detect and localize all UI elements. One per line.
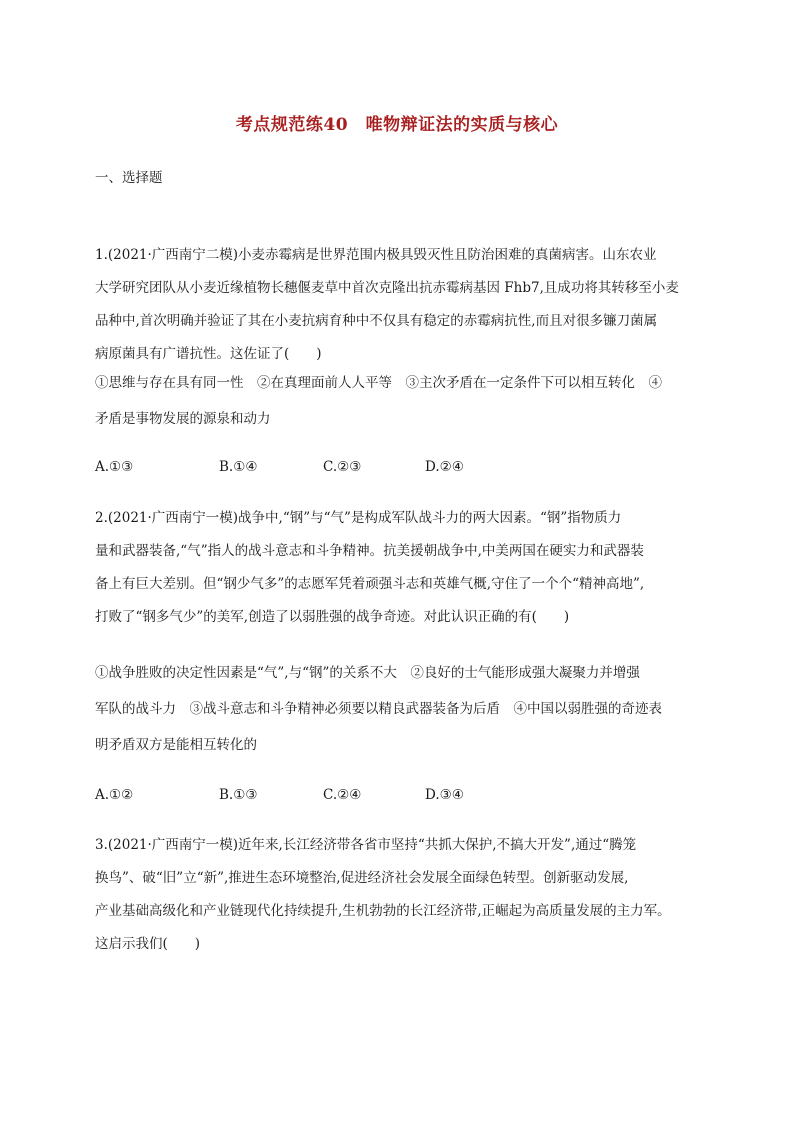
question-2-line-1: 2.(2021·广西南宁一模)战争中,“钢”与“气”是构成军队战斗力的两大因素。“钢”指物质力 (95, 510, 622, 526)
question-3-line-1: 3.(2021·广西南宁一模)近年来,长江经济带各省市坚持“共抓大保护,不搞大开发”,通过“腾笼 (95, 837, 637, 853)
question-2-choice-c[interactable]: C.②④ (323, 787, 362, 803)
page-title: 考点规范练40 唯物辩证法的实质与核心 (235, 115, 559, 135)
question-3-stem (95, 832, 710, 957)
question-1-line-2: 大学研究团队从小麦近缘植物长穗偃麦草中首次克隆出抗赤霉病基因 Fhb7,且成功将其转移至小麦 (95, 280, 679, 296)
question-1-stem (95, 242, 710, 367)
question-2-line-2: 量和武器装备,“气”指人的战斗意志和斗争精神。抗美援朝战争中,中美两国在硬实力和武器装 (95, 543, 644, 559)
question-1-line-4: 病原菌具有广谱抗性。这佐证了( ) (95, 346, 322, 362)
question-2-line-4: 打败了“钢多气少”的美军,创造了以弱胜强的战争奇迹。对此认识正确的有( ) (95, 609, 570, 625)
question-1-line-3: 品种中,首次明确并验证了其在小麦抗病育种中不仅具有稳定的赤霉病抗性,而且对很多镰刀菌属 (95, 313, 658, 329)
question-2-options-line-1: ①战争胜败的决定性因素是“气”,与“钢”的关系不大 ②良好的士气能形成强大凝聚力并增强 (95, 665, 640, 681)
question-1-choice-c[interactable]: C.②③ (323, 459, 362, 475)
question-2-line-3: 备上有巨大差别。但“钢少气多”的志愿军凭着顽强斗志和英雄气概,守住了一个个“精神高地”, (95, 576, 645, 592)
question-2-stem (95, 505, 710, 630)
question-2-choice-d[interactable]: D.③④ (425, 787, 464, 803)
question-1-choice-d[interactable]: D.②④ (425, 459, 464, 475)
question-3-line-4: 这启示我们( ) (95, 936, 201, 952)
question-1-options (95, 365, 710, 437)
question-2-choice-a[interactable]: A.①② (95, 787, 134, 803)
question-2-options-line-3: 明矛盾双方是能相互转化的 (95, 737, 257, 753)
question-2-options-line-2: 军队的战斗力 ③战斗意志和斗争精神必须要以精良武器装备为后盾 ④中国以弱胜强的奇迹表 (95, 701, 662, 717)
question-1-line-1: 1.(2021·广西南宁二模)小麦赤霉病是世界范围内极具毁灭性且防治困难的真菌病害。山东农业 (95, 247, 657, 263)
question-3-line-3: 产业基础高级化和产业链现代化持续提升,生机勃勃的长江经济带,正崛起为高质量发展的主力军。 (95, 903, 671, 919)
section-heading: 一、选择题 (95, 170, 163, 186)
question-3-line-2: 换鸟”、破“旧”立“新”,推进生态环境整治,促进经济社会发展全面绿色转型。创新驱动发展, (95, 870, 629, 886)
question-1-choice-a[interactable]: A.①③ (95, 459, 134, 475)
question-2-choice-b[interactable]: B.①③ (219, 787, 258, 803)
question-1-choice-b[interactable]: B.①④ (219, 459, 258, 475)
question-2-options (95, 655, 710, 763)
question-1-options-line-1: ①思维与存在具有同一性 ②在真理面前人人平等 ③主次矛盾在一定条件下可以相互转化 ④ (95, 375, 662, 391)
question-1-options-line-2: 矛盾是事物发展的源泉和动力 (95, 411, 271, 427)
